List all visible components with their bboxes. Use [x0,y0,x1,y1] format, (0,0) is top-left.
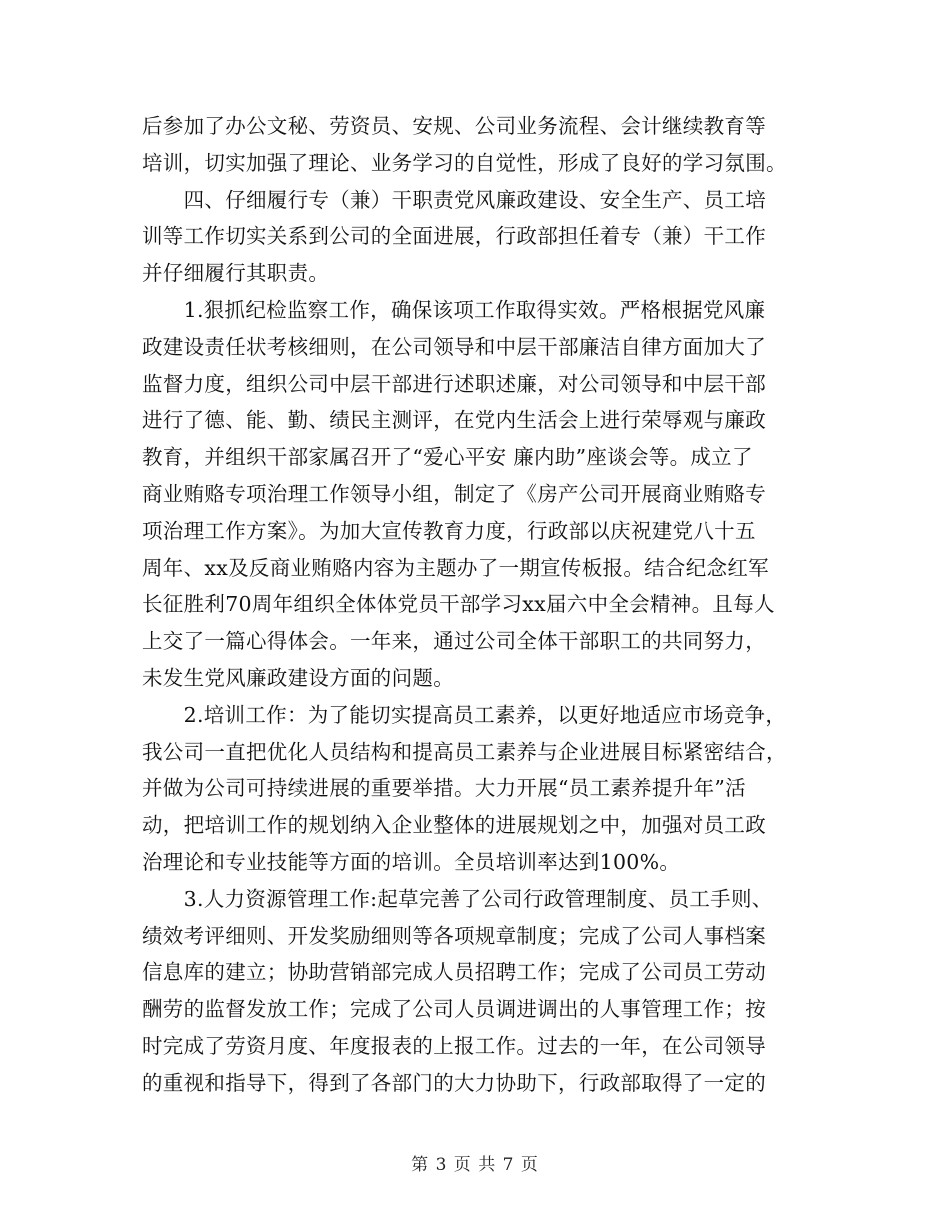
text-line: 后参加了办公文秘、劳资员、安规、公司业务流程、会计继续教育等 [142,114,766,138]
text-line: 周年、xx及反商业贿赂内容为主题办了一期宣传板报。结合纪念红军 [142,555,769,580]
text-line: 训等工作切实关系到公司的全面进展，行政部担任着专（兼）干工作 [142,224,766,249]
text-line: 治理论和专业技能等方面的培训。全员培训率达到100%。 [142,849,681,874]
text-line: 四、仔细履行专（兼）干职责党风廉政建设、安全生产、员工培 [142,187,766,212]
text-line: 绩效考评细则、开发奖励细则等各项规章制度；完成了公司人事档案 [142,923,766,948]
text-line: 进行了德、能、勤、绩民主测评，在党内生活会上进行荣辱观与廉政 [142,408,766,433]
text-line: 并仔细履行其职责。 [142,261,330,286]
text-line: 1.狠抓纪检监察工作，确保该项工作取得实效。严格根据党风廉 [142,297,766,322]
text-line: 长征胜利70周年组织全体体党员干部学习xx届六中全会精神。且每人 [142,592,775,617]
text-line: 我公司一直把优化人员结构和提高员工素养与企业进展目标紧密结合， [142,739,787,764]
text-line: 项治理工作方案》。为加大宣传教育力度，行政部以庆祝建党八十五 [142,518,756,543]
text-line: 教育，并组织干部家属召开了“爱心平安 廉内助”座谈会等。成立了 [142,445,753,470]
text-line: 3.人力资源管理工作:起草完善了公司行政管理制度、员工手则、 [142,886,773,911]
text-line: 监督力度，组织公司中层干部进行述职述廉，对公司领导和中层干部 [142,371,766,396]
text-line: 动，把培训工作的规划纳入企业整体的进展规划之中，加强对员工政 [142,813,766,838]
text-line: 政建设责任状考核细则，在公司领导和中层干部廉洁自律方面加大了 [142,334,766,359]
document-body [142,108,806,1102]
text-line: 信息库的建立；协助营销部完成人员招聘工作；完成了公司员工劳动 [142,960,766,985]
text-line: 的重视和指导下，得到了各部门的大力协助下，行政部取得了一定的 [142,1070,766,1095]
page-number-footer: 第 3 页 共 7 页 [411,1155,539,1175]
text-line: 酬劳的监督发放工作；完成了公司人员调进调出的人事管理工作；按 [142,997,766,1022]
text-line: 上交了一篇心得体会。一年来，通过公司全体干部职工的共同努力， [142,629,766,654]
text-line: 时完成了劳资月度、年度报表的上报工作。过去的一年，在公司领导 [142,1033,766,1058]
text-line: 培训，切实加强了理论、业务学习的自觉性，形成了良好的学习氛围。 [142,150,787,175]
text-line: 并做为公司可持续进展的重要举措。大力开展“员工素养提升年”活 [142,776,746,801]
text-line: 商业贿赂专项治理工作领导小组，制定了《房产公司开展商业贿赂专 [142,481,766,506]
text-line: 未发生党风廉政建设方面的问题。 [142,665,454,690]
text-line: 2.培训工作：为了能切实提高员工素养，以更好地适应市场竞争， [142,702,787,727]
